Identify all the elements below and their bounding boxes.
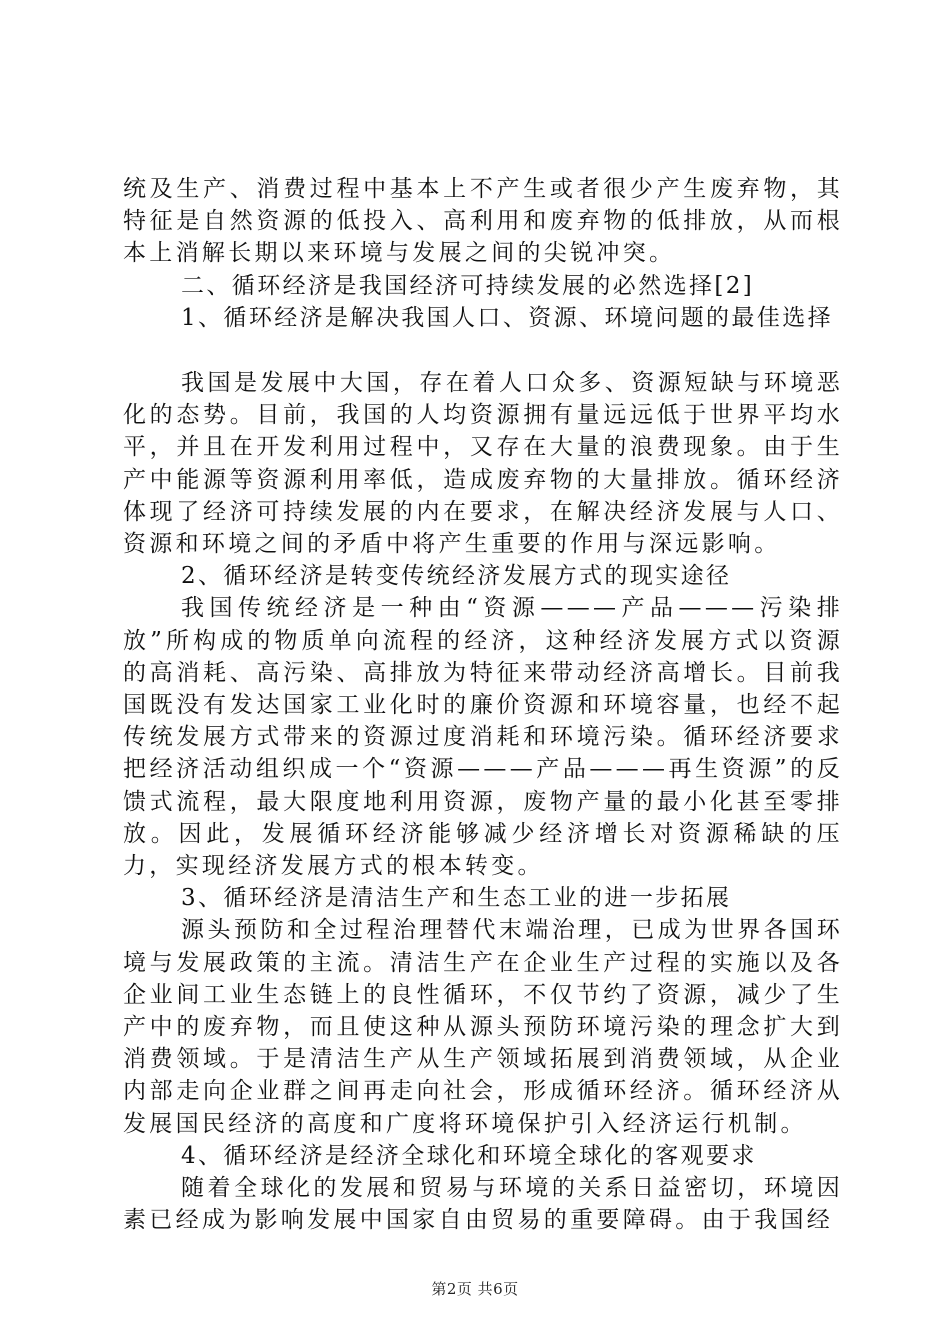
continuation-paragraph: 统及生产、消费过程中基本上不产生或者很少产生废弃物，其特征是自然资源的低投入、高利用和废弃物的低排放，从而根本上消解长期以来环境与发展之间的尖锐冲突。	[123, 176, 843, 267]
document-body	[123, 173, 843, 1237]
page-number-footer: 第2页 共6页	[431, 1280, 519, 1298]
body-paragraph-3: 源头预防和全过程治理替代末端治理，已成为世界各国环境与发展政策的主流。清洁生产在企业生产过程的实施以及各企业间工业生态链上的良性循环，不仅节约了资源，减少了生产中的废弃物，而且使这种从源头预防环境污染的理念扩大到消费领域。于是清洁生产从生产领域拓展到消费领域，从企业内部走向企业群之间再走向社会，形成循环经济。循环经济从发展国民经济的高度和广度将环境保护引入经济运行机制。	[123, 917, 843, 1137]
subheading-3: 3、循环经济是清洁生产和生态工业的进一步拓展	[181, 885, 732, 912]
subheading-4: 4、循环经济是经济全球化和环境全球化的客观要求	[181, 1142, 757, 1169]
body-paragraph-1: 我国是发展中大国，存在着人口众多、资源短缺与环境恶化的态势。目前，我国的人均资源拥有量远远低于世界平均水平，并且在开发利用过程中，又存在大量的浪费现象。由于生产中能源等资源利用率低，造成废弃物的大量排放。循环经济体现了经济可持续发展的内在要求，在解决经济发展与人口、资源和环境之间的矛盾中将产生重要的作用与深远影响。	[123, 370, 843, 558]
section-heading-2: 二、循环经济是我国经济可持续发展的必然选择[2]	[181, 272, 755, 299]
body-paragraph-4: 随着全球化的发展和贸易与环境的关系日益密切，环境因素已经成为影响发展中国家自由贸易的重要障碍。由于我国经	[123, 1175, 843, 1234]
body-paragraph-2: 我国传统经济是一种由“资源———产品———污染排放”所构成的物质单向流程的经济，这种经济发展方式以资源的高消耗、高污染、高排放为特征来带动经济高增长。目前我国既没有发达国家工业化时的廉价资源和环境容量，也经不起传统发展方式带来的资源过度消耗和环境污染。循环经济要求把经济活动组织成一个“资源———产品———再生资源”的反馈式流程，最大限度地利用资源，废物产量的最小化甚至零排放。因此，发展循环经济能够减少经济增长对资源稀缺的压力，实现经济发展方式的根本转变。	[123, 595, 843, 880]
subheading-1: 1、循环经济是解决我国人口、资源、环境问题的最佳选择	[181, 304, 834, 331]
subheading-2: 2、循环经济是转变传统经济发展方式的现实途径	[181, 563, 732, 590]
